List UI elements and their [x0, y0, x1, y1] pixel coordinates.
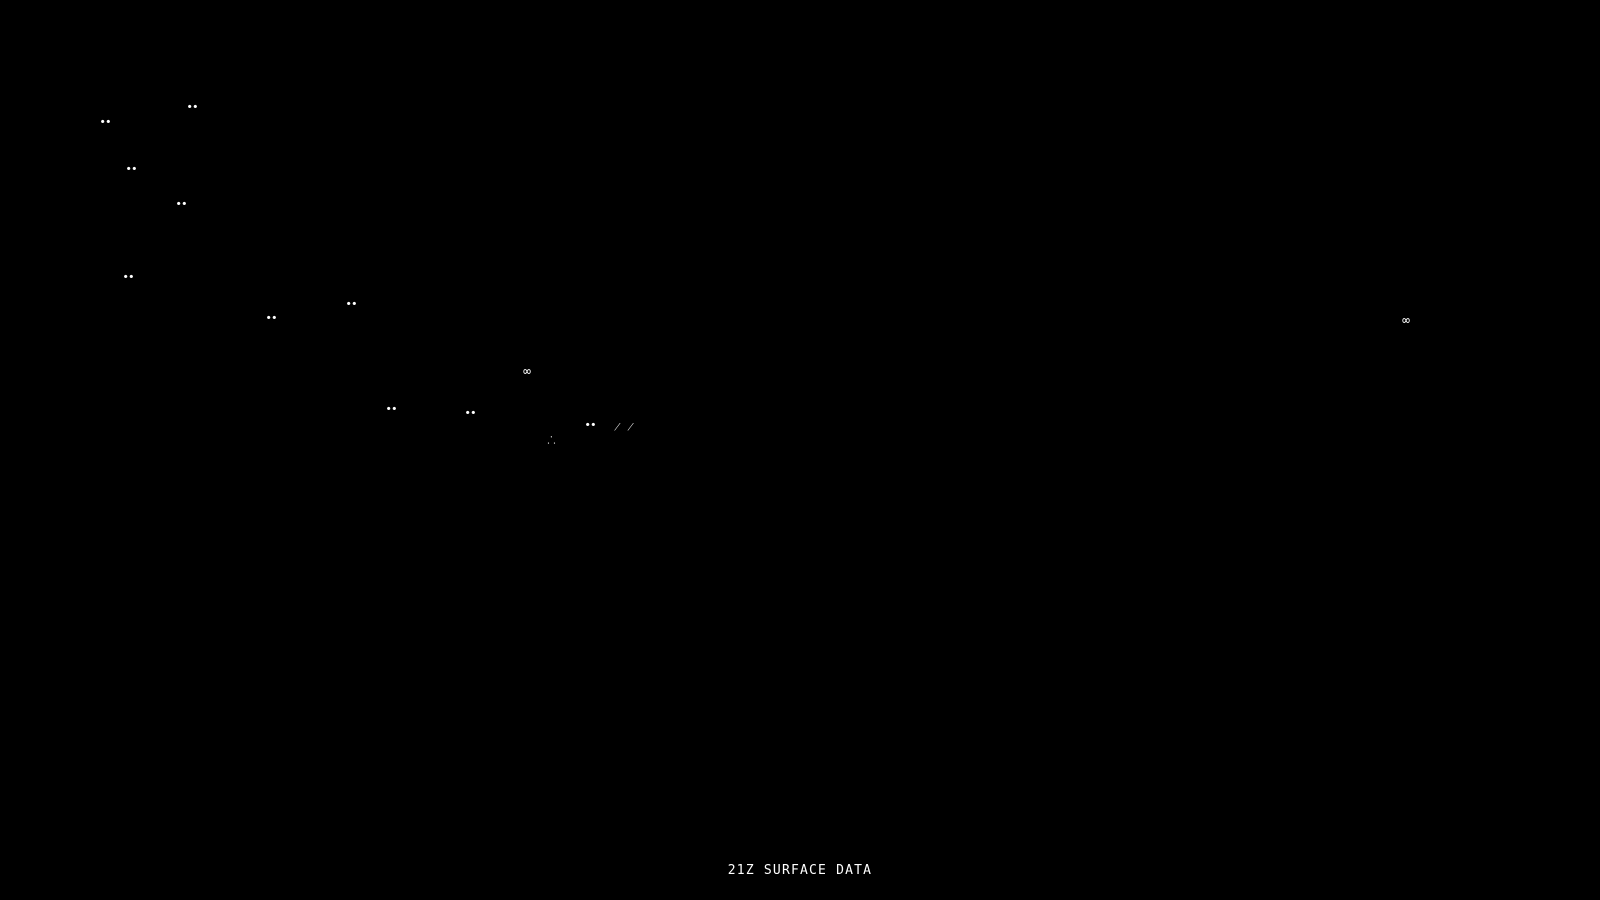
- station-plot: ••: [464, 406, 476, 420]
- station-plot: ••: [122, 270, 134, 284]
- station-plot: ••: [584, 418, 596, 432]
- station-plot: ⁄ ⁄: [616, 419, 634, 434]
- station-plot: ••: [175, 197, 187, 211]
- station-plot: ••: [385, 402, 397, 416]
- station-plot: ••: [265, 311, 277, 325]
- station-plot: ••: [186, 100, 198, 114]
- station-plot: ••: [345, 297, 357, 311]
- station-plot: ∞: [1402, 313, 1410, 329]
- map-caption: 21Z SURFACE DATA: [727, 863, 873, 878]
- station-plot: ∞: [523, 364, 531, 380]
- station-plot: ••: [125, 162, 137, 176]
- station-plot: ••: [99, 115, 111, 129]
- station-plot: ⸫: [547, 435, 555, 447]
